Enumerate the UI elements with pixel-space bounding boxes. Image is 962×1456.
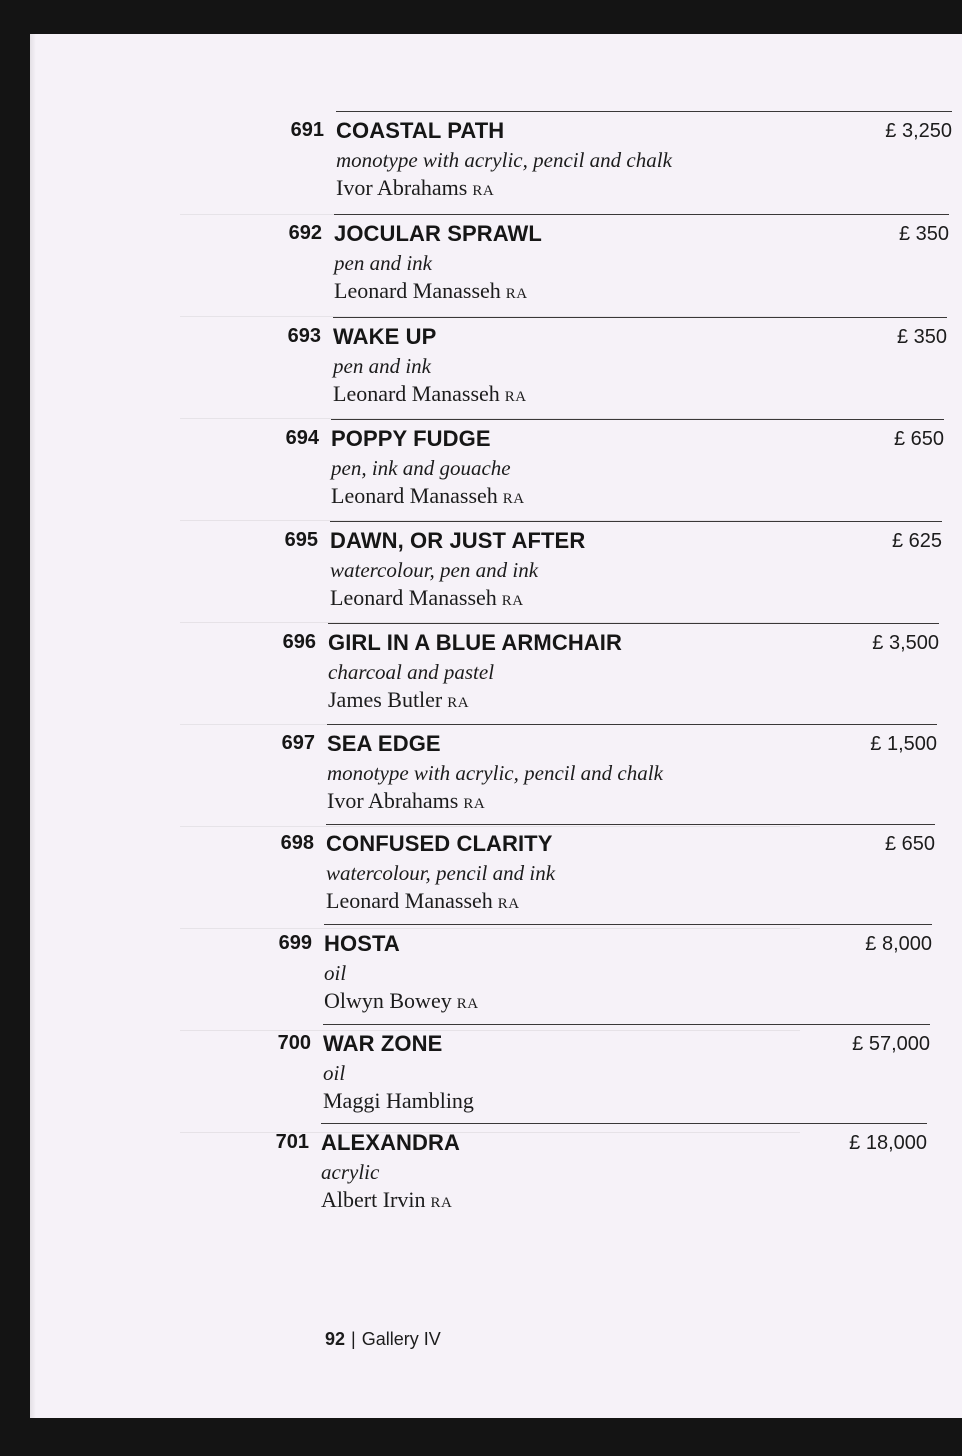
artwork-medium: monotype with acrylic, pencil and chalk (336, 148, 672, 172)
academician-suffix: RA (430, 1195, 453, 1211)
artwork-price: £ 57,000 (852, 1033, 930, 1055)
entry-divider (334, 214, 949, 215)
artwork-price: £ 18,000 (849, 1132, 927, 1154)
academician-suffix: RA (505, 286, 528, 302)
artwork-title: WAKE UP (333, 324, 437, 349)
artist-name: Ivor Abrahams (336, 175, 468, 200)
artwork-title: CONFUSED CLARITY (326, 831, 553, 856)
lot-number: 696 (282, 631, 316, 653)
artwork-title: COASTAL PATH (336, 118, 505, 143)
entry-divider (331, 419, 944, 420)
academician-suffix: RA (504, 389, 527, 405)
academician-suffix: RA (472, 183, 495, 199)
artist-name: James Butler (328, 687, 443, 712)
artist-name: Olwyn Bowey (324, 988, 452, 1013)
catalogue-entry (280, 111, 952, 211)
entry-divider (324, 924, 932, 925)
catalogue-entry (271, 724, 937, 824)
lot-number: 693 (287, 325, 321, 347)
artist-line (336, 175, 494, 201)
academician-suffix: RA (447, 695, 470, 711)
section-name: Gallery IV (361, 1329, 441, 1349)
artwork-price: £ 650 (884, 833, 935, 855)
catalogue-entry (277, 317, 947, 417)
artist-name: Leonard Manasseh (334, 278, 501, 303)
lot-number: 701 (275, 1131, 309, 1153)
entry-divider (323, 1024, 930, 1025)
artist-line (334, 278, 528, 304)
artwork-title: SEA EDGE (327, 731, 441, 756)
lot-number: 694 (285, 427, 319, 449)
catalogue-entry-list (30, 34, 962, 1418)
artwork-medium: watercolour, pen and ink (330, 558, 539, 582)
lot-number: 695 (284, 529, 318, 551)
catalogue-entry (275, 419, 944, 519)
catalogue-entry (268, 924, 932, 1024)
entry-divider (333, 317, 947, 318)
artwork-medium: watercolour, pencil and ink (326, 861, 556, 885)
artwork-medium: pen, ink and gouache (331, 456, 511, 480)
artist-line (327, 788, 485, 814)
artwork-title: JOCULAR SPRAWL (334, 221, 542, 246)
academician-suffix: RA (456, 996, 479, 1012)
artist-name: Leonard Manasseh (326, 888, 493, 913)
artwork-title: ALEXANDRA (321, 1130, 461, 1155)
artist-name: Leonard Manasseh (331, 483, 498, 508)
artwork-price: £ 1,500 (870, 733, 937, 755)
artwork-medium: charcoal and pastel (328, 660, 495, 684)
entry-divider (321, 1123, 927, 1124)
artwork-medium: oil (324, 961, 347, 985)
lot-number: 699 (278, 932, 312, 954)
page-footer (325, 1329, 441, 1350)
artist-line (328, 687, 469, 713)
artist-name: Leonard Manasseh (330, 585, 497, 610)
catalogue-entry (267, 1024, 930, 1124)
entry-divider (326, 824, 935, 825)
entry-divider (336, 111, 952, 112)
catalogue-page (30, 34, 962, 1418)
artwork-medium: pen and ink (333, 354, 431, 378)
catalogue-entry (278, 214, 949, 314)
catalogue-entry (270, 824, 935, 924)
lot-number: 692 (288, 222, 322, 244)
lot-number: 700 (277, 1032, 311, 1054)
artist-line (323, 1088, 474, 1114)
artwork-price: £ 350 (898, 223, 949, 245)
academician-suffix: RA (502, 491, 525, 507)
artist-line (330, 585, 524, 611)
artwork-medium: monotype with acrylic, pencil and chalk (327, 761, 663, 785)
artwork-title: DAWN, OR JUST AFTER (330, 528, 586, 553)
artist-name: Leonard Manasseh (333, 381, 500, 406)
entry-divider (328, 623, 939, 624)
lot-number: 691 (290, 119, 324, 141)
artist-name: Maggi Hambling (323, 1088, 474, 1113)
artwork-price: £ 3,500 (872, 632, 939, 654)
artist-line (321, 1187, 452, 1213)
academician-suffix: RA (497, 896, 520, 912)
academician-suffix: RA (501, 593, 524, 609)
artwork-medium: oil (323, 1061, 346, 1085)
catalogue-entry (274, 521, 942, 621)
footer-separator: | (351, 1329, 356, 1349)
entry-divider (330, 521, 942, 522)
lot-number: 698 (280, 832, 314, 854)
artist-line (331, 483, 525, 509)
artwork-price: £ 625 (891, 530, 942, 552)
artist-line (326, 888, 520, 914)
artwork-title: HOSTA (324, 931, 400, 956)
artwork-price: £ 350 (896, 326, 947, 348)
lot-number: 697 (281, 732, 315, 754)
artwork-medium: pen and ink (334, 251, 432, 275)
artist-name: Albert Irvin (321, 1187, 426, 1212)
artist-name: Ivor Abrahams (327, 788, 459, 813)
artwork-price: £ 3,250 (885, 120, 952, 142)
entry-divider (327, 724, 937, 725)
artwork-price: £ 8,000 (865, 933, 932, 955)
artwork-title: POPPY FUDGE (331, 426, 491, 451)
page-number: 92 (325, 1329, 346, 1349)
artist-line (333, 381, 527, 407)
artwork-title: GIRL IN A BLUE ARMCHAIR (328, 630, 622, 655)
artwork-price: £ 650 (893, 428, 944, 450)
academician-suffix: RA (463, 796, 486, 812)
artist-line (324, 988, 479, 1014)
catalogue-entry (272, 623, 939, 723)
artwork-title: WAR ZONE (323, 1031, 443, 1056)
artwork-medium: acrylic (321, 1160, 380, 1184)
catalogue-entry (265, 1123, 927, 1223)
